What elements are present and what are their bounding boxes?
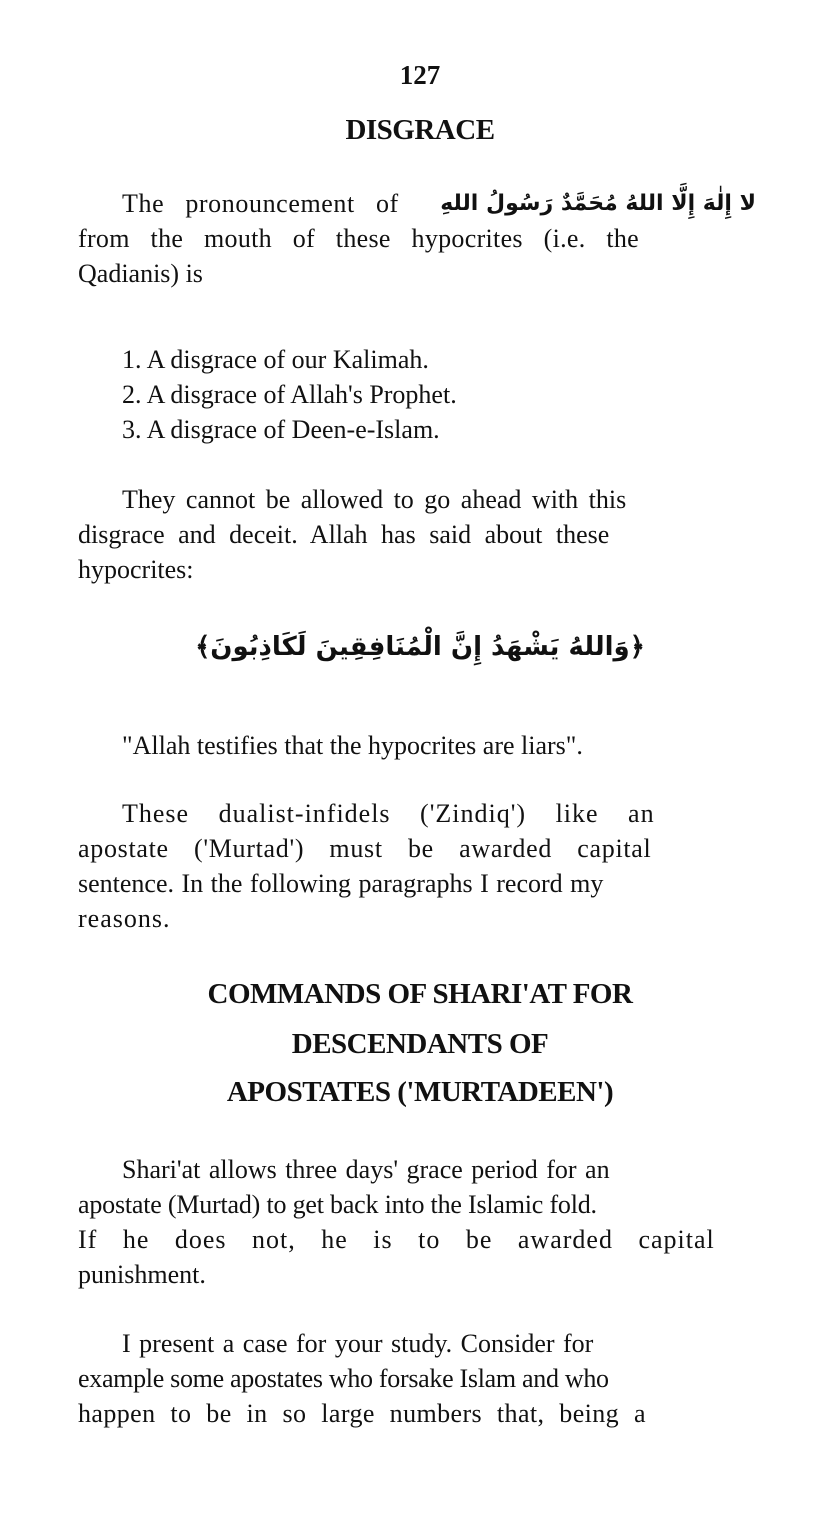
paragraph-line: hypocrites: [78, 555, 194, 584]
disgrace-list [122, 342, 742, 447]
paragraph-line: I present a case for your study. Consider for [122, 1329, 594, 1358]
paragraph-line: apostate (Murtad) to get back into the Islamic fold. [78, 1190, 597, 1219]
paragraph-line: happen to be in so large numbers that, being a [78, 1399, 646, 1428]
paragraph-line: disgrace and deceit. Allah has said about these [78, 520, 610, 549]
paragraph-line: punishment. [78, 1260, 206, 1289]
section-heading-commands-line-3: APOSTATES ('MURTADEEN') [226, 1076, 614, 1108]
section-heading-commands-line-2: DESCENDANTS OF [291, 1028, 549, 1060]
paragraph-line: Shari'at allows three days' grace period for an [122, 1155, 610, 1184]
list-item: 2. A disgrace of Allah's Prophet. [122, 380, 457, 409]
paragraph-line: If he does not, he is to be awarded capital [78, 1225, 715, 1254]
kalimah-arabic: لا إِلٰهَ إِلَّا اللهُ مُحَمَّدٌ رَسُولُ اللهِ [440, 191, 756, 216]
section-heading-commands-line-1: COMMANDS OF SHARI'AT FOR [207, 978, 633, 1010]
paragraph-line: reasons. [78, 904, 171, 933]
paragraph-line: apostate ('Murtad') must be awarded capital [78, 834, 652, 863]
paragraph-zindiq [78, 796, 756, 936]
paragraph-line: These dualist-infidels ('Zindiq') like an [122, 799, 655, 828]
paragraph-case-study [78, 1326, 756, 1431]
section-heading-disgrace: DISGRACE [345, 114, 495, 146]
paragraph-grace-period [78, 1152, 756, 1292]
paragraph-line: They cannot be allowed to go ahead with this [122, 485, 627, 514]
paragraph-deceit [78, 482, 756, 587]
paragraph-line: Qadianis) is [78, 259, 203, 288]
paragraph-pronouncement [78, 186, 756, 291]
paragraph-line: from the mouth of these hypocrites (i.e. the [78, 224, 640, 253]
paragraph-line: sentence. In the following paragraphs I record my [78, 869, 604, 898]
paragraph-line: example some apostates who forsake Islam and who [78, 1364, 609, 1393]
list-item: 3. A disgrace of Deen-e-Islam. [122, 415, 440, 444]
list-item: 1. A disgrace of our Kalimah. [122, 345, 429, 374]
paragraph-line [78, 186, 756, 221]
quranic-verse-arabic: ﴿وَاللهُ يَشْهَدُ إِنَّ الْمُنَافِقِينَ لَكَاذِبُونَ﴾ [195, 632, 645, 662]
page-number: 127 [399, 60, 441, 90]
verse-translation: "Allah testifies that the hypocrites are liars". [122, 731, 583, 760]
paragraph-text: The pronouncement of [122, 189, 399, 218]
